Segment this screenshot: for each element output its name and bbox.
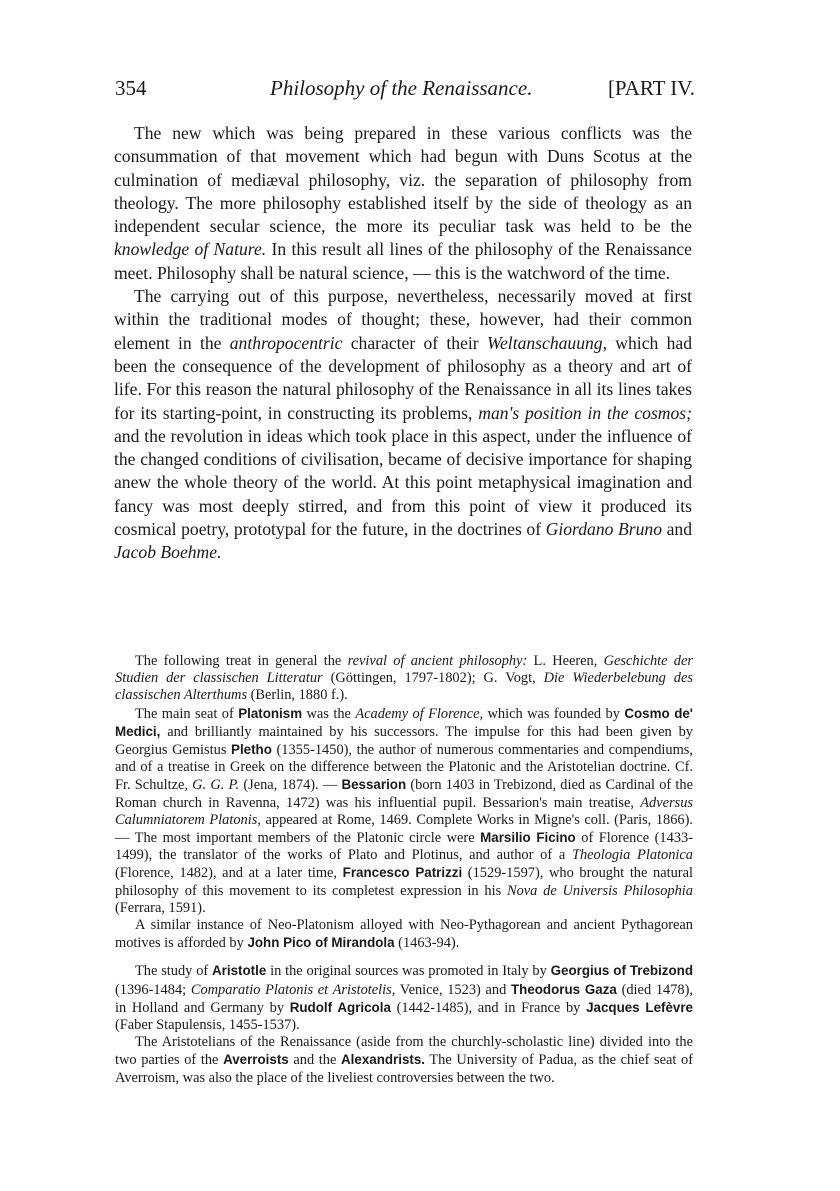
paragraph-1: The new which was being prepared in these various conflicts was the consummation of that movement which had begun with Duns Scotus at the culmination of mediæval philosophy, viz. the separation of philosophy from theology. The more philosophy established itself by the side of theology as an independent secular science, the more its peculiar task was held to be the knowledge of Nature. In this result all lines of the philosophy of the Renaissance meet. Philosophy shall be natural science, — this is the watchword of the time. [114, 123, 692, 283]
note-aristotle: The study of Aristotle in the original sources was promoted in Italy by Georgius of Trebizond (1396-1484; Comparatio Platonis et Aristotelis, Venice, 1523) and Theodorus Gaza (died 1478), in Holland and Germany by Rudolf Agricola (1442-1485), and in France by Jacques Lefèvre (Faber Stapulensis, 1455-1537). [115, 963, 694, 1034]
note-platonism: The main seat of Platonism was the Academy of Florence, which was founded by Cosmo de' Medici, and brilliantly maintained by his successors. The impulse for this had been given by Georgius Gemistus Pletho (1355-1450), the author of numerous commentaries and compendiums, and of a treatise in Greek on the difference between the Platonic and the Aristotelian doctrine. Cf. Fr. Schultze, G. G. P. (Jena, 1874). — Bessarion (born 1403 in Trebizond, died as Cardinal of the Roman church in Ravenna, 1472) was his influential pupil. Bessarion's main treatise, Adversus Calumniatorem Platonis, appeared at Rome, 1469. Complete Works in Migne's coll. (Paris, 1866). — The most important members of the Platonic circle were Marsilio Ficino of Florence (1433-1499), the translator of the works of Plato and Plotinus, and author of a Theologia Platonica (Florence, 1482), and at a later time, Francesco Patrizzi (1529-1597), who brought the natural philosophy of this movement to its completest expression in his Nova de Universis Philosophia (Ferrara, 1591). [115, 705, 694, 916]
note-revival: The following treat in general the revival of ancient philosophy: L. Heeren, Geschichte der Studien der classischen Litteratur (Göttingen, 1797-1802); G. Vogt, Die Wiederbelebung des classischen Alterthums (Berlin, 1880 f.). [115, 653, 693, 704]
running-header [115, 76, 695, 106]
footnotes [115, 653, 693, 1087]
part-label: [PART IV. [607, 76, 695, 100]
note-aristotelians: The Aristotelians of the Renaissance (aside from the churchly-scholastic line) divided into the two parties of the Averroists and the Alexandrists. The University of Padua, as the chief seat of Averroism, was also the place of the liveliest controversies between the two. [115, 1034, 694, 1086]
main-text [114, 122, 692, 565]
paragraph-2: The carrying out of this purpose, nevertheless, necessarily moved at first within the traditional modes of thought; these, however, had their common element in the anthropocentric character of their Weltanschauung, which had been the consequence of the development of philosophy as a theory and art of life. For this reason the natural philosophy of the Renaissance in all its lines takes for its starting-point, in constructing its problems, man's position in the cosmos; and the revolution in ideas which took place in this aspect, under the influence of the changed conditions of civilisation, became of decisive importance for shaping anew the whole theory of the world. At this point metaphysical imagination and fancy was most deeply stirred, and from this point of view it produced its cosmical poetry, prototypal for the future, in the doctrines of Giordano Bruno and Jacob Boehme. [114, 286, 693, 563]
running-title: Philosophy of the Renaissance. [270, 76, 533, 100]
note-neo-platonism: A similar instance of Neo-Platonism alloyed with Neo-Pythagorean and ancient Pythagorean motives is afforded by John Pico of Mirandola (1463-94). [115, 917, 693, 952]
page-number: 354 [115, 76, 147, 100]
